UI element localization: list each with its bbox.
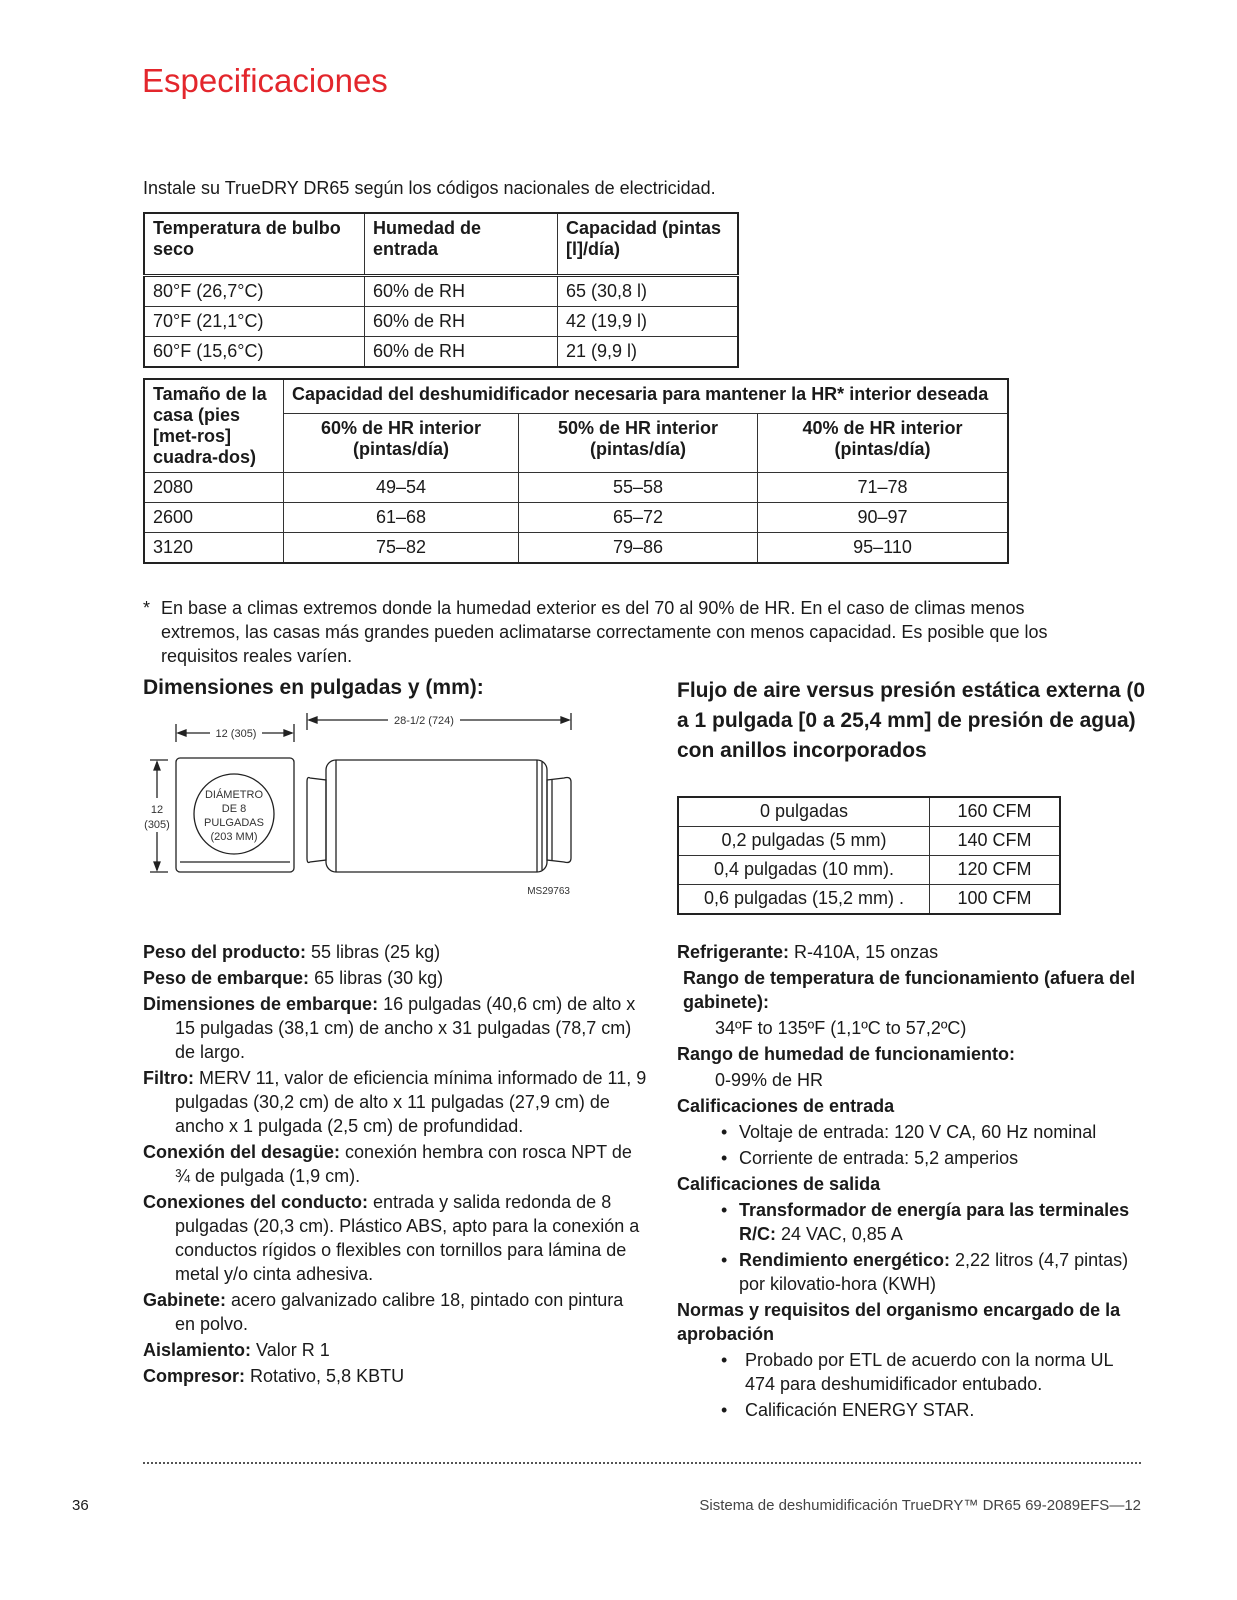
spec-label-text: Rango de temperatura de funcionamiento (afuera del gabinete): — [683, 968, 1136, 1012]
list-item-text: Calificación ENERGY STAR. — [745, 1400, 975, 1420]
spec-label: Aislamiento: — [143, 1340, 252, 1360]
list-item — [677, 1120, 1147, 1144]
airflow-table — [677, 796, 1061, 915]
width-dimension-label: 12 (305) — [215, 728, 257, 740]
table-cell: 140 CFM — [930, 827, 1061, 856]
spec-label: Gabinete: — [143, 1290, 227, 1310]
table-header-cell: Humedad de entrada — [365, 213, 558, 276]
spec-value: conexión hembra con rosca NPT de ¾ de pulgada (1,9 cm). — [175, 1142, 632, 1186]
spec-value: MERV 11, valor de eficiencia mínima informado de 11, 9 pulgadas (30,2 cm) de alto x 11 pulgadas (27,9 cm) de ancho x 1 pulgada (2,5 cm) de profundidad. — [175, 1068, 647, 1136]
table-header-cell: 60% de HR interior (pintas/día) — [284, 414, 519, 473]
duct-diameter-label: PULGADAS — [204, 817, 264, 829]
spec-label: Peso de embarque: — [143, 968, 310, 988]
spec-label: Refrigerante: — [677, 942, 790, 962]
table-cell: 21 (9,9 l) — [558, 337, 739, 368]
table-cell: 42 (19,9 l) — [558, 307, 739, 337]
table-header-cell: Capacidad (pintas [l]/día) — [558, 213, 739, 276]
list-item-label: Transformador de energía para las terminales R/C: — [739, 1200, 1130, 1244]
table-cell: 49–54 — [284, 473, 519, 503]
spec-value: acero galvanizado calibre 18, pintado con pintura en polvo. — [175, 1290, 624, 1334]
spec-item — [143, 992, 648, 1064]
spec-label — [677, 1094, 1147, 1118]
list-item — [677, 1248, 1147, 1296]
table-cell: 160 CFM — [930, 797, 1061, 827]
table-row — [144, 473, 1008, 503]
table-header-cell: 50% de HR interior (pintas/día) — [519, 414, 758, 473]
footer-text: Sistema de deshumidificación TrueDRY™ DR65 69-2089EFS—12 — [699, 1497, 1141, 1514]
spec-value: Rotativo, 5,8 KBTU — [245, 1366, 405, 1386]
product-specs-right — [677, 940, 1147, 1424]
dimensions-diagram — [140, 710, 580, 900]
table-row — [144, 276, 738, 307]
spec-value: 55 libras (25 kg) — [306, 942, 441, 962]
page-title: Especificaciones — [142, 62, 388, 99]
table-cell: 61–68 — [284, 503, 519, 533]
spec-label — [677, 966, 1147, 1014]
table-group-header: Capacidad del deshumidificador necesaria para mantener la HR* interior deseada — [284, 379, 1009, 414]
list-item-text: Voltaje de entrada: 120 V CA, 60 Hz nominal — [739, 1122, 1097, 1142]
table-cell: 0,4 pulgadas (10 mm). — [678, 856, 930, 885]
spec-item — [143, 1338, 648, 1362]
table-cell: 0,2 pulgadas (5 mm) — [678, 827, 930, 856]
table-row — [678, 797, 1060, 827]
spec-label: Dimensiones de embarque: — [143, 994, 379, 1014]
footer-divider — [143, 1462, 1141, 1464]
table-cell: 60°F (15,6°C) — [144, 337, 365, 368]
table-cell: 0 pulgadas — [678, 797, 930, 827]
list-item — [677, 1198, 1147, 1246]
spec-item — [143, 940, 648, 964]
table-header-cell: Temperatura de bulbo seco — [144, 213, 365, 276]
table-cell: 79–86 — [519, 533, 758, 564]
spec-value: 34ºF to 135ºF (1,1ºC to 57,2ºC) — [715, 1018, 967, 1038]
table-row — [678, 827, 1060, 856]
spec-label: Peso del producto: — [143, 942, 307, 962]
spec-value: entrada y salida redonda de 8 pulgadas (20,3 cm). Plástico ABS, apto para la conexión a conductos rígidos o flexibles con tornillos para lámina de metal y/o cinta adhesiva. — [175, 1192, 640, 1284]
spec-value: Valor R 1 — [251, 1340, 330, 1360]
bullet-icon: • — [721, 1122, 728, 1142]
spec-label-text: Normas y requisitos del organismo encargado de la aprobación — [677, 1300, 1121, 1344]
table-cell: 55–58 — [519, 473, 758, 503]
list-item-text: Probado por ETL de acuerdo con la norma UL 474 para deshumidificador entubado. — [745, 1350, 1113, 1394]
table-cell: 70°F (21,1°C) — [144, 307, 365, 337]
bullet-icon: • — [721, 1350, 728, 1370]
table-cell: 80°F (26,7°C) — [144, 276, 365, 307]
table-cell: 75–82 — [284, 533, 519, 564]
list-item-text: 24 VAC, 0,85 A — [776, 1224, 903, 1244]
spec-label — [677, 1172, 1147, 1196]
footnote-marker: * — [143, 598, 151, 618]
height-dimension-label: 12 — [150, 804, 164, 816]
spec-item — [143, 1190, 648, 1286]
spec-label-text: Calificaciones de entrada — [677, 1096, 895, 1116]
table-cell: 60% de RH — [365, 276, 558, 307]
spec-item — [143, 966, 648, 990]
table-cell: 120 CFM — [930, 856, 1061, 885]
spec-value: 0-99% de HR — [715, 1070, 824, 1090]
table-cell: 0,6 pulgadas (15,2 mm) . — [678, 885, 930, 915]
list-item — [677, 1398, 1147, 1422]
spec-item — [143, 1066, 648, 1138]
product-specs-left — [143, 940, 648, 1390]
capacity-table — [143, 212, 739, 368]
list-item-text: Corriente de entrada: 5,2 amperios — [739, 1148, 1019, 1168]
spec-label: Compresor: — [143, 1366, 246, 1386]
list-item-label: Rendimiento energético: — [739, 1250, 951, 1270]
table-cell: 71–78 — [758, 473, 1009, 503]
page-number: 36 — [72, 1497, 89, 1514]
table-row — [144, 503, 1008, 533]
airflow-heading: Flujo de aire versus presión estática externa (0 a 1 pulgada [0 a 25,4 mm] de presión de agua) con anillos incorporados — [677, 679, 1146, 762]
table-header-row — [144, 379, 1008, 414]
spec-value: R-410A, 15 onzas — [789, 942, 939, 962]
intro-text: Instale su TrueDRY DR65 según los códigos nacionales de electricidad. — [143, 178, 716, 198]
duct-diameter-label: (203 MM) — [210, 831, 258, 843]
spec-label: Conexión del desagüe: — [143, 1142, 341, 1162]
dimensions-heading: Dimensiones en pulgadas y (mm): — [143, 676, 484, 699]
spec-label: Conexiones del conducto: — [143, 1192, 369, 1212]
table-cell: 95–110 — [758, 533, 1009, 564]
table-header-row — [144, 213, 738, 276]
length-dimension-label: 28-1/2 (724) — [394, 715, 454, 727]
table-row — [144, 307, 738, 337]
table-cell: 65–72 — [519, 503, 758, 533]
duct-diameter-label: DIÁMETRO — [204, 789, 264, 801]
spec-item — [143, 1140, 648, 1188]
spec-value: 65 libras (30 kg) — [309, 968, 444, 988]
spec-label-text: Calificaciones de salida — [677, 1174, 881, 1194]
table-row — [144, 337, 738, 368]
table-header-cell: Tamaño de la casa (pies [met-ros] cuadra-dos) — [144, 379, 284, 473]
spec-label — [677, 1298, 1147, 1346]
table-cell: 65 (30,8 l) — [558, 276, 739, 307]
spec-item — [143, 1288, 648, 1336]
table-row — [678, 856, 1060, 885]
table-row — [144, 533, 1008, 564]
table-cell: 2600 — [144, 503, 284, 533]
bullet-icon: • — [721, 1400, 728, 1420]
figure-id: MS29763 — [527, 886, 570, 897]
table-cell: 60% de RH — [365, 307, 558, 337]
footnote-text: En base a climas extremos donde la humedad exterior es del 70 al 90% de HR. En el caso de climas menos extremos, las casas más grandes pueden aclimatarse correctamente con menos capacidad. Es posible que los requisitos reales varíen. — [161, 598, 1048, 666]
spec-item — [143, 1364, 648, 1388]
bullet-icon: • — [721, 1200, 728, 1220]
table-cell: 90–97 — [758, 503, 1009, 533]
list-item — [677, 1348, 1147, 1396]
bullet-icon: • — [721, 1250, 728, 1270]
spec-item — [677, 940, 1147, 964]
table-cell: 3120 — [144, 533, 284, 564]
spec-label-text: Rango de humedad de funcionamiento: — [677, 1044, 1016, 1064]
table-cell: 2080 — [144, 473, 284, 503]
bullet-icon: • — [721, 1148, 728, 1168]
footnote — [143, 596, 1103, 668]
table-cell: 100 CFM — [930, 885, 1061, 915]
spec-label — [677, 1042, 1147, 1066]
duct-diameter-label: DE 8 — [221, 803, 247, 815]
table-cell: 60% de RH — [365, 337, 558, 368]
list-item-text: 2,22 litros (4,7 pintas) por kilovatio-hora (KWH) — [739, 1250, 1129, 1294]
height-dimension-label-mm: (305) — [144, 819, 170, 831]
list-item — [677, 1146, 1147, 1170]
table-row — [678, 885, 1060, 915]
table-header-cell: 40% de HR interior (pintas/día) — [758, 414, 1009, 473]
house-size-table — [143, 378, 1009, 564]
spec-label: Filtro: — [143, 1068, 194, 1088]
spec-value: 16 pulgadas (40,6 cm) de alto x 15 pulgadas (38,1 cm) de ancho x 31 pulgadas (78,7 cm) de largo. — [175, 994, 636, 1062]
